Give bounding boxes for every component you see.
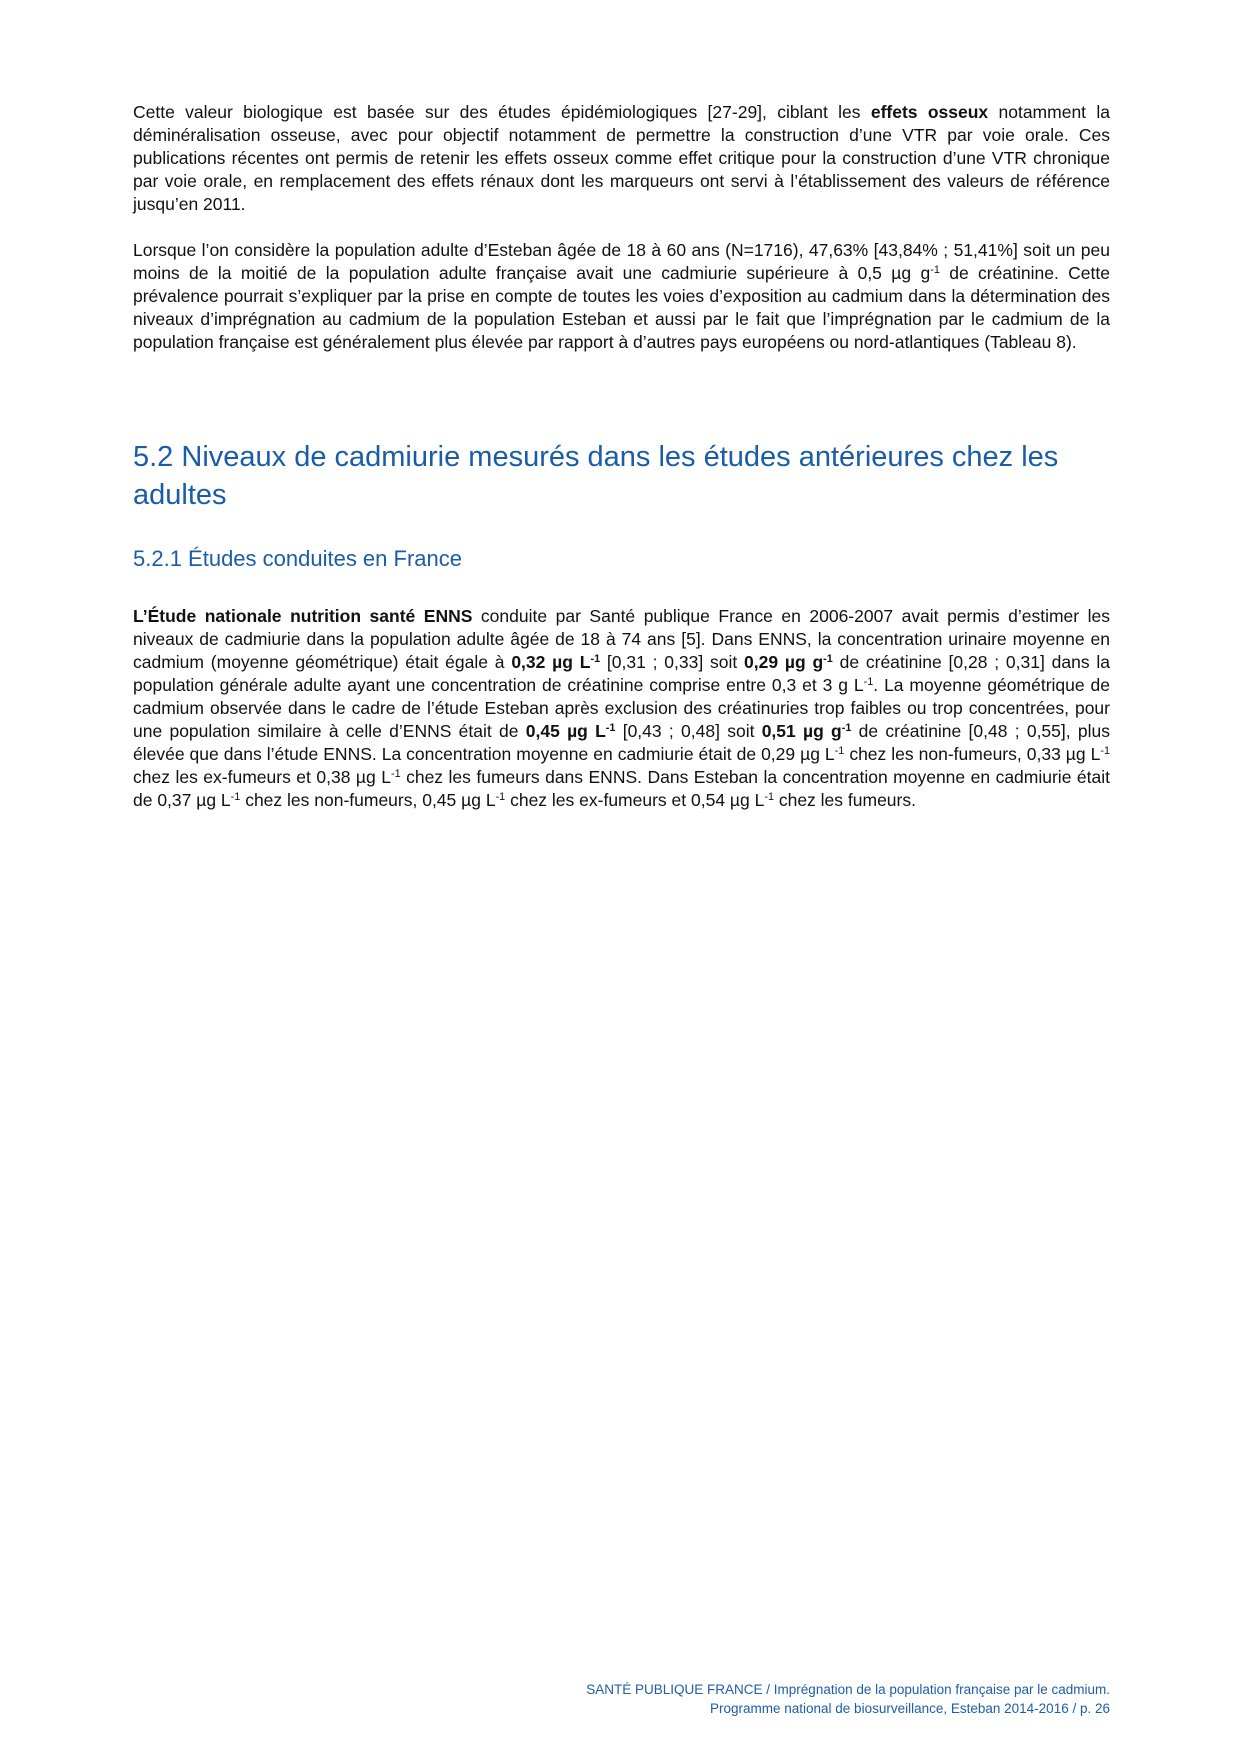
page-footer bbox=[586, 1680, 1110, 1718]
section-heading-5-2: 5.2 Niveaux de cadmiurie mesurés dans les études antérieures chez les adultes bbox=[133, 441, 1059, 511]
paragraph-valeur-biologique: Cette valeur biologique est basée sur des études épidémiologiques [27-29], ciblant les effets osseux notamment la déminéralisation osseuse, avec pour objectif notamment de permettre la construction d’une VTR par voie orale. Ces publications récentes ont permis de retenir les effets osseux comme effet critique pour la construction d’une VTR chronique par voie orale, en remplacement des effets rénaux dont les marqueurs ont servi à l’établissement des valeurs de référence jusqu’en 2011. bbox=[133, 102, 1110, 214]
footer-line-1: SANTÉ PUBLIQUE FRANCE / Imprégnation de la population française par le cadmium. bbox=[586, 1682, 1110, 1697]
page-content bbox=[133, 101, 1110, 835]
paragraph-enns-esteban: L’Étude nationale nutrition santé ENNS conduite par Santé publique France en 2006-2007 avait permis d’estimer les niveaux de cadmiurie dans la population adulte âgée de 18 à 74 ans [5]. Dans ENNS, la concentration urinaire moyenne en cadmium (moyenne géométrique) était égale à 0,32 µg $L^{-1}$ [0,31 ; 0,33] soit 0,29 µg $g^{-1}$ de créatinine [0,28 ; 0,31] dans la population générale adulte ayant une concentration de créatinine comprise entre 0,3 et 3 g $L^{-1}$. La moyenne géométrique de cadmium observée dans le cadre de l’étude Esteban après exclusion des créatinuries trop faibles ou trop concentrées, pour une population similaire à celle d’ENNS était de 0,45 µg $L^{-1}$ [0,43 ; 0,48] soit 0,51 µg $g^{-1}$ de créatinine [0,48 ; 0,55], plus élevée que dans l’étude ENNS. La concentration moyenne en cadmiurie était de 0,29 µg $L^{-1}$ chez les non-fumeurs, 0,33 µg $L^{-1}$ chez les ex-fumeurs et 0,38 µg $L^{-1}$ chez les fumeurs dans ENNS. Dans Esteban la concentration moyenne en cadmiurie était de 0,37 µg $L^{-1}$ chez les non-fumeurs, 0,45 µg $L^{-1}$ chez les ex-fumeurs et 0,54 µg $L^{-1}$ chez les fumeurs. bbox=[133, 606, 1111, 810]
paragraph-esteban-prevalence: Lorsque l’on considère la population adulte d’Esteban âgée de 18 à 60 ans (N=1716), 47,63% [43,84% ; 51,41%] soit un peu moins de la moitié de la population adulte française avait une cadmiurie supérieure à 0,5 µg $g^{-1}$ de créatinine. Cette prévalence pourrait s’expliquer par la prise en compte de toutes les voies d’exposition au cadmium dans la détermination des niveaux d’imprégnation au cadmium de la population Esteban et aussi par le fait que l’imprégnation par le cadmium de la population française est généralement plus élevée par rapport à d’autres pays européens ou nord-atlantiques (Tableau 8). bbox=[133, 240, 1110, 352]
footer-line-2: Programme national de biosurveillance, Esteban 2014-2016 / p. 26 bbox=[709, 1701, 1110, 1716]
subsection-heading-5-2-1: 5.2.1 Études conduites en France bbox=[133, 546, 462, 571]
